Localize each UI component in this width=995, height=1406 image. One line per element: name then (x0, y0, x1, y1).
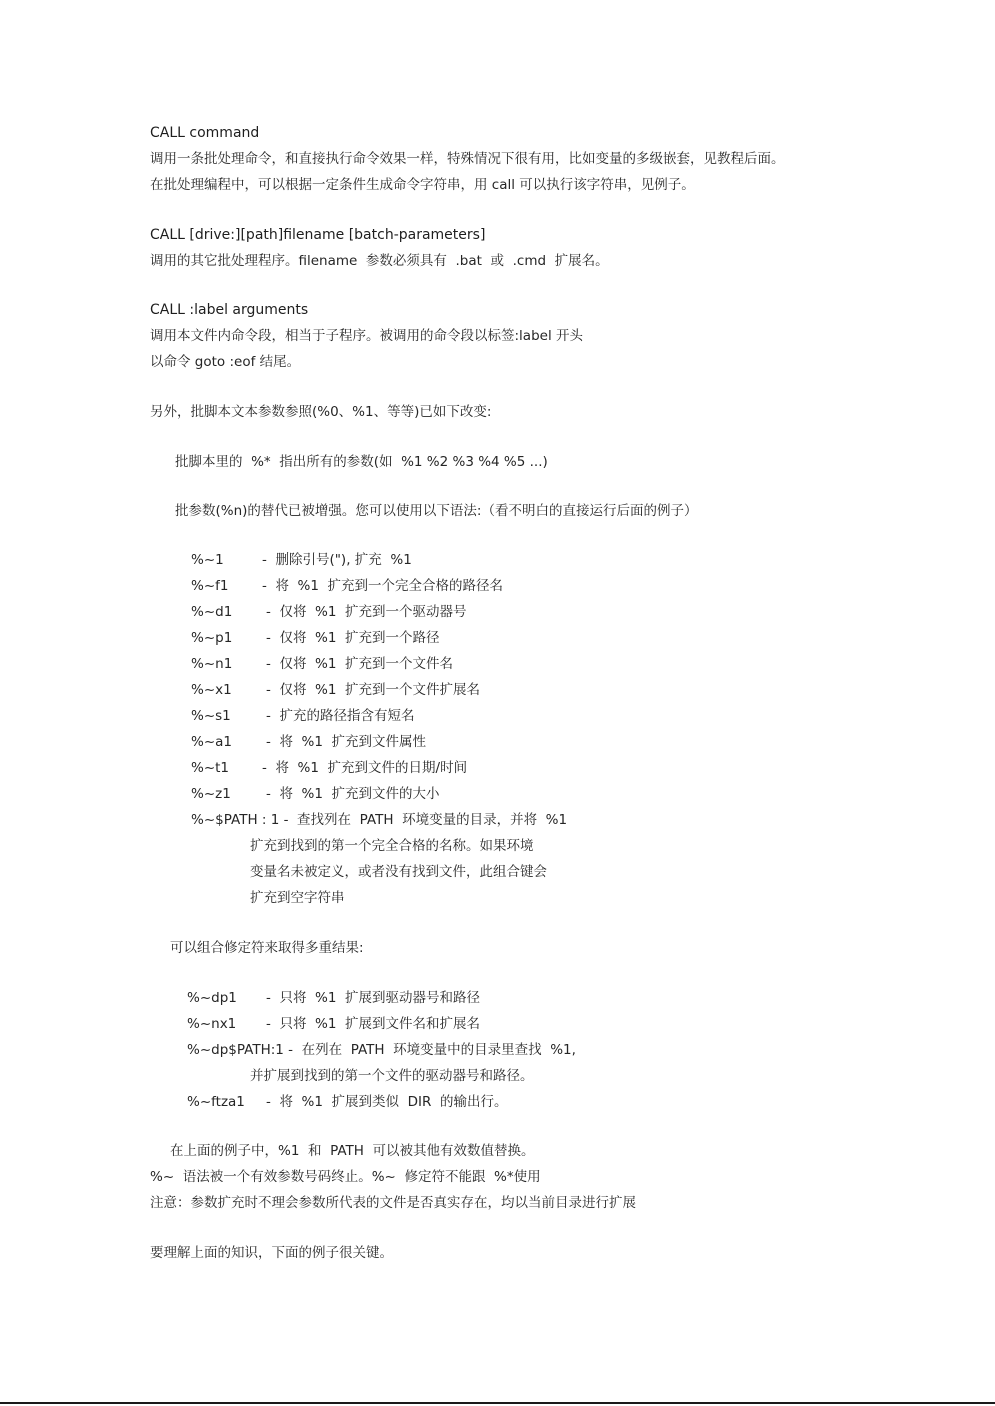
page-bottom-rule (0, 1402, 995, 1404)
footer-line: %~ 语法被一个有效参数号码终止。%~ 修定符不能跟 %*使用 (150, 1169, 541, 1185)
modifier-code: %~s1 (191, 708, 231, 724)
modifier-code: %~n1 (191, 656, 233, 672)
modifier-code: %~1 (191, 552, 224, 568)
footer-line: 注意：参数扩充时不理会参数所代表的文件是否真实存在，均以当前目录进行扩展 (150, 1195, 636, 1211)
dp-path-line: 并扩展到找到的第一个文件的驱动器号和路径。 (250, 1068, 534, 1084)
path-modifier-line: %~$PATH : 1 - 查找列在 PATH 环境变量的目录，并将 %1 (191, 812, 568, 828)
dp-path-line: %~dp$PATH:1 - 在列在 PATH 环境变量中的目录里查找 %1, (187, 1042, 576, 1058)
path-modifier-line: 扩充到空字符串 (250, 890, 345, 906)
modifier-desc: - 将 %1 扩充到文件的大小 (266, 786, 440, 802)
combined-code: %~dp1 (187, 990, 237, 1006)
combined-code: %~nx1 (187, 1016, 237, 1032)
modifier-desc: - 仅将 %1 扩充到一个文件扩展名 (266, 682, 481, 698)
paragraph-line: 调用一条批处理命令，和直接执行命令效果一样，特殊情况下很有用，比如变量的多级嵌套，见教程后面。 (150, 151, 785, 167)
heading-call-label: CALL :label arguments (150, 302, 309, 318)
combined-desc: - 只将 %1 扩展到驱动器号和路径 (266, 990, 481, 1006)
modifier-code: %~f1 (191, 578, 229, 594)
heading-call-file: CALL [drive:][path]filename [batch-parameters] (150, 227, 486, 243)
modifier-desc: - 仅将 %1 扩充到一个路径 (266, 630, 440, 646)
path-modifier-line: 变量名未被定义，或者没有找到文件，此组合键会 (250, 864, 547, 880)
ftza-desc: - 将 %1 扩展到类似 DIR 的输出行。 (266, 1094, 508, 1110)
modifier-desc: - 删除引号("), 扩充 %1 (262, 552, 412, 568)
star-note: 批脚本里的 %* 指出所有的参数(如 %1 %2 %3 %4 %5 ...) (175, 454, 548, 470)
heading-call-command: CALL command (150, 125, 260, 141)
footer-line: 要理解上面的知识，下面的例子很关键。 (150, 1245, 393, 1261)
ftza-code: %~ftza1 (187, 1094, 245, 1110)
paragraph-line: 在批处理编程中，可以根据一定条件生成命令字符串，用 call 可以执行该字符串，见例子。 (150, 177, 695, 193)
modifier-code: %~z1 (191, 786, 231, 802)
modifier-code: %~d1 (191, 604, 233, 620)
modifier-desc: - 将 %1 扩充到文件的日期/时间 (262, 760, 468, 776)
footer-line: 在上面的例子中，%1 和 PATH 可以被其他有效数值替换。 (170, 1143, 535, 1159)
modifier-desc: - 仅将 %1 扩充到一个文件名 (266, 656, 454, 672)
combined-desc: - 只将 %1 扩展到文件名和扩展名 (266, 1016, 481, 1032)
modifier-code: %~x1 (191, 682, 232, 698)
paragraph-line: 以命令 goto :eof 结尾。 (150, 354, 301, 370)
path-modifier-line: 扩充到找到的第一个完全合格的名称。如果环境 (250, 838, 534, 854)
modifier-code: %~a1 (191, 734, 233, 750)
enhance-note: 批参数(%n)的替代已被增强。您可以使用以下语法:（看不明白的直接运行后面的例子） (175, 503, 698, 519)
modifier-desc: - 仅将 %1 扩充到一个驱动器号 (266, 604, 467, 620)
modifier-desc: - 扩充的路径指含有短名 (266, 708, 415, 724)
params-intro: 另外，批脚本文本参数参照(%0、%1、等等)已如下改变: (150, 404, 492, 420)
paragraph-line: 调用的其它批处理程序。filename 参数必须具有 .bat 或 .cmd 扩展名。 (150, 253, 609, 269)
modifier-desc: - 将 %1 扩充到一个完全合格的路径名 (262, 578, 504, 594)
modifier-code: %~t1 (191, 760, 230, 776)
modifier-desc: - 将 %1 扩充到文件属性 (266, 734, 427, 750)
modifier-code: %~p1 (191, 630, 233, 646)
combine-intro: 可以组合修定符来取得多重结果: (170, 940, 364, 956)
paragraph-line: 调用本文件内命令段，相当于子程序。被调用的命令段以标签:label 开头 (150, 328, 583, 344)
